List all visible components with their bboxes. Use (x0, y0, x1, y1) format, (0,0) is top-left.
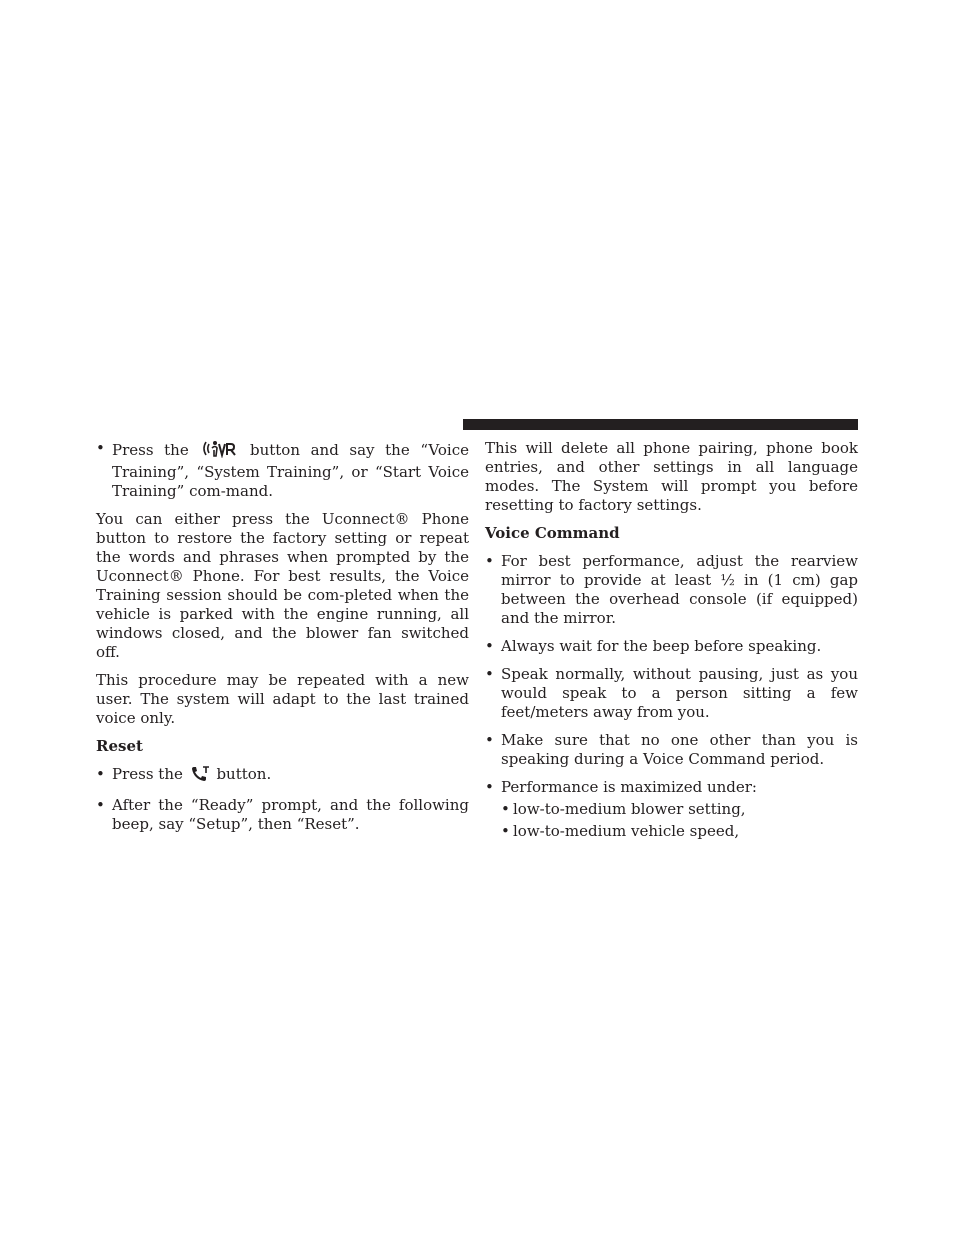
voice-command-list (485, 552, 858, 841)
sub-list-item: • low-to-medium blower setting, (501, 800, 858, 819)
voice-command-heading: Voice Command (485, 524, 620, 542)
section-header-bar (463, 419, 858, 430)
sub-list (501, 800, 858, 841)
list-item: • Always wait for the beep before speaking. (485, 637, 858, 656)
sub-list-item: • low-to-medium vehicle speed, (501, 822, 858, 841)
list-item: • Performance is maximized under: • low-to-medium blower setting, • low-to-medium vehicle speed, (485, 778, 858, 841)
phone-icon (190, 766, 210, 787)
list-item: • Make sure that no one other than you is speaking during a Voice Command period. (485, 731, 858, 769)
reset-list (96, 765, 469, 834)
right-column (485, 439, 858, 850)
paragraph: This will delete all phone pairing, phone book entries, and other settings in all language modes. The System will prompt you before resetting to factory settings. (485, 439, 858, 514)
list-item: • For best performance, adjust the rearview mirror to provide at least ½ in (1 cm) gap between the overhead console (if equipped) and the mirror. (485, 552, 858, 628)
list-item: • Speak normally, without pausing, just as you would speak to a person sitting a few feet/meters away from you. (485, 665, 858, 722)
list-item: • After the “Ready” prompt, and the following beep, say “Setup”, then “Reset”. (96, 796, 469, 834)
voice-recognition-icon (201, 439, 237, 463)
left-column (96, 439, 469, 843)
list-item: • Press the button and say the “Voice Training”, “System Training”, or “Start Voice Training” com-mand. (96, 439, 469, 501)
reset-heading: Reset (96, 737, 143, 755)
voice-training-list (96, 439, 469, 501)
paragraph: This procedure may be repeated with a new user. The system will adapt to the last trained voice only. (96, 671, 469, 727)
paragraph: You can either press the Uconnect® Phone button to restore the factory setting or repeat the words and phrases when prompted by the Uconnect® Phone. For best results, the Voice Training session should be com-pleted when the vehicle is parked with the engine running, all windows closed, and the blower fan switched off. (96, 510, 469, 661)
list-item: • Press the button. (96, 765, 469, 787)
